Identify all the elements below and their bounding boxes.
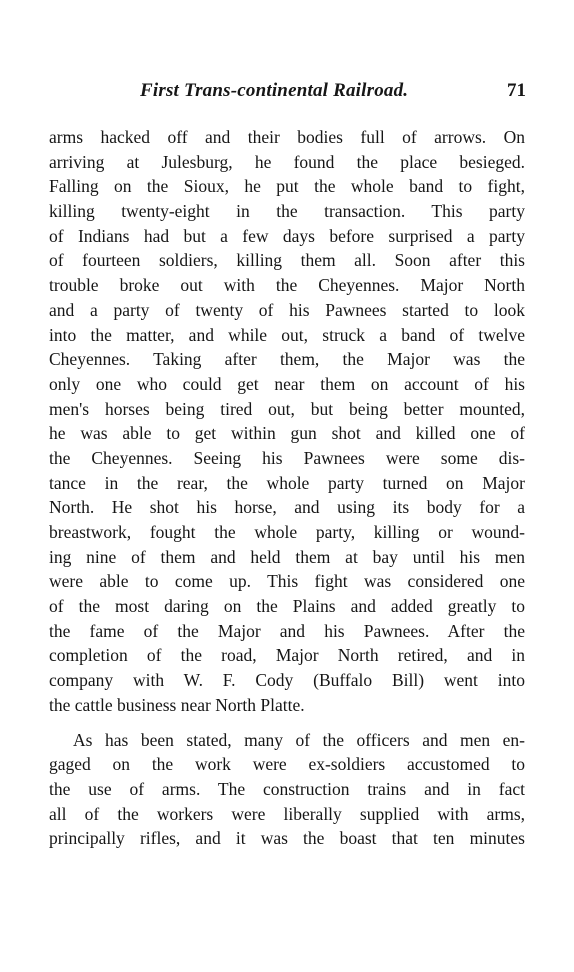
text-line: all of the workers were liberally supplied with arms, [49, 803, 525, 824]
text-line: and a party of twenty of his Pawnees started to look [49, 299, 525, 320]
text-line: into the matter, and while out, struck a band of twelve [49, 324, 525, 345]
text-line: the use of arms. The construction trains and in fact [49, 778, 525, 799]
text-line: arms hacked off and their bodies full of arrows. On [49, 127, 525, 147]
text-line: were able to come up. This fight was considered one [49, 571, 525, 592]
text-line: the cattle business near North Platte. [49, 694, 305, 715]
text-line: ing nine of them and held them at bay until his men [49, 546, 525, 567]
paragraph-1 [49, 125, 525, 718]
running-title: First Trans-continental Railroad. [140, 80, 409, 101]
text-line: he was able to get within gun shot and killed one of [49, 423, 525, 444]
text-line: of the most daring on the Plains and added greatly to [49, 596, 525, 617]
body-text [49, 125, 525, 851]
text-line: gaged on the work were ex-soldiers accustomed to [49, 754, 525, 775]
text-line: As has been stated, many of the officers and men en- [73, 729, 525, 750]
text-line: principally rifles, and it was the boast that ten minutes [49, 828, 525, 849]
text-line: the Cheyennes. Seeing his Pawnees were some dis- [49, 447, 525, 468]
text-line: of fourteen soldiers, killing them all. Soon after this [49, 250, 525, 271]
text-line: of Indians had but a few days before surprised a party [49, 225, 525, 246]
paragraph-2 [49, 728, 525, 851]
text-line: the fame of the Major and his Pawnees. After the [49, 620, 525, 641]
text-line: completion of the road, Major North retired, and in [49, 645, 525, 666]
text-line: arriving at Julesburg, he found the place besieged. [49, 151, 525, 172]
text-line: tance in the rear, the whole party turned on Major [49, 472, 525, 493]
page-header [0, 80, 574, 110]
paragraph-gap [49, 718, 525, 728]
text-line: killing twenty-eight in the transaction. This party [49, 201, 525, 222]
text-line: Falling on the Sioux, he put the whole band to fight, [49, 176, 525, 197]
text-line: breastwork, fought the whole party, killing or wound- [49, 522, 525, 542]
page-number: 71 [507, 80, 526, 101]
text-line: North. He shot his horse, and using its body for a [49, 497, 525, 518]
text-line: company with W. F. Cody (Buffalo Bill) went into [49, 670, 525, 691]
text-line: Cheyennes. Taking after them, the Major was the [49, 349, 525, 370]
text-line: only one who could get near them on account of his [49, 373, 525, 394]
text-line: men's horses being tired out, but being better mounted, [49, 398, 525, 419]
text-line: trouble broke out with the Cheyennes. Major North [49, 275, 525, 296]
